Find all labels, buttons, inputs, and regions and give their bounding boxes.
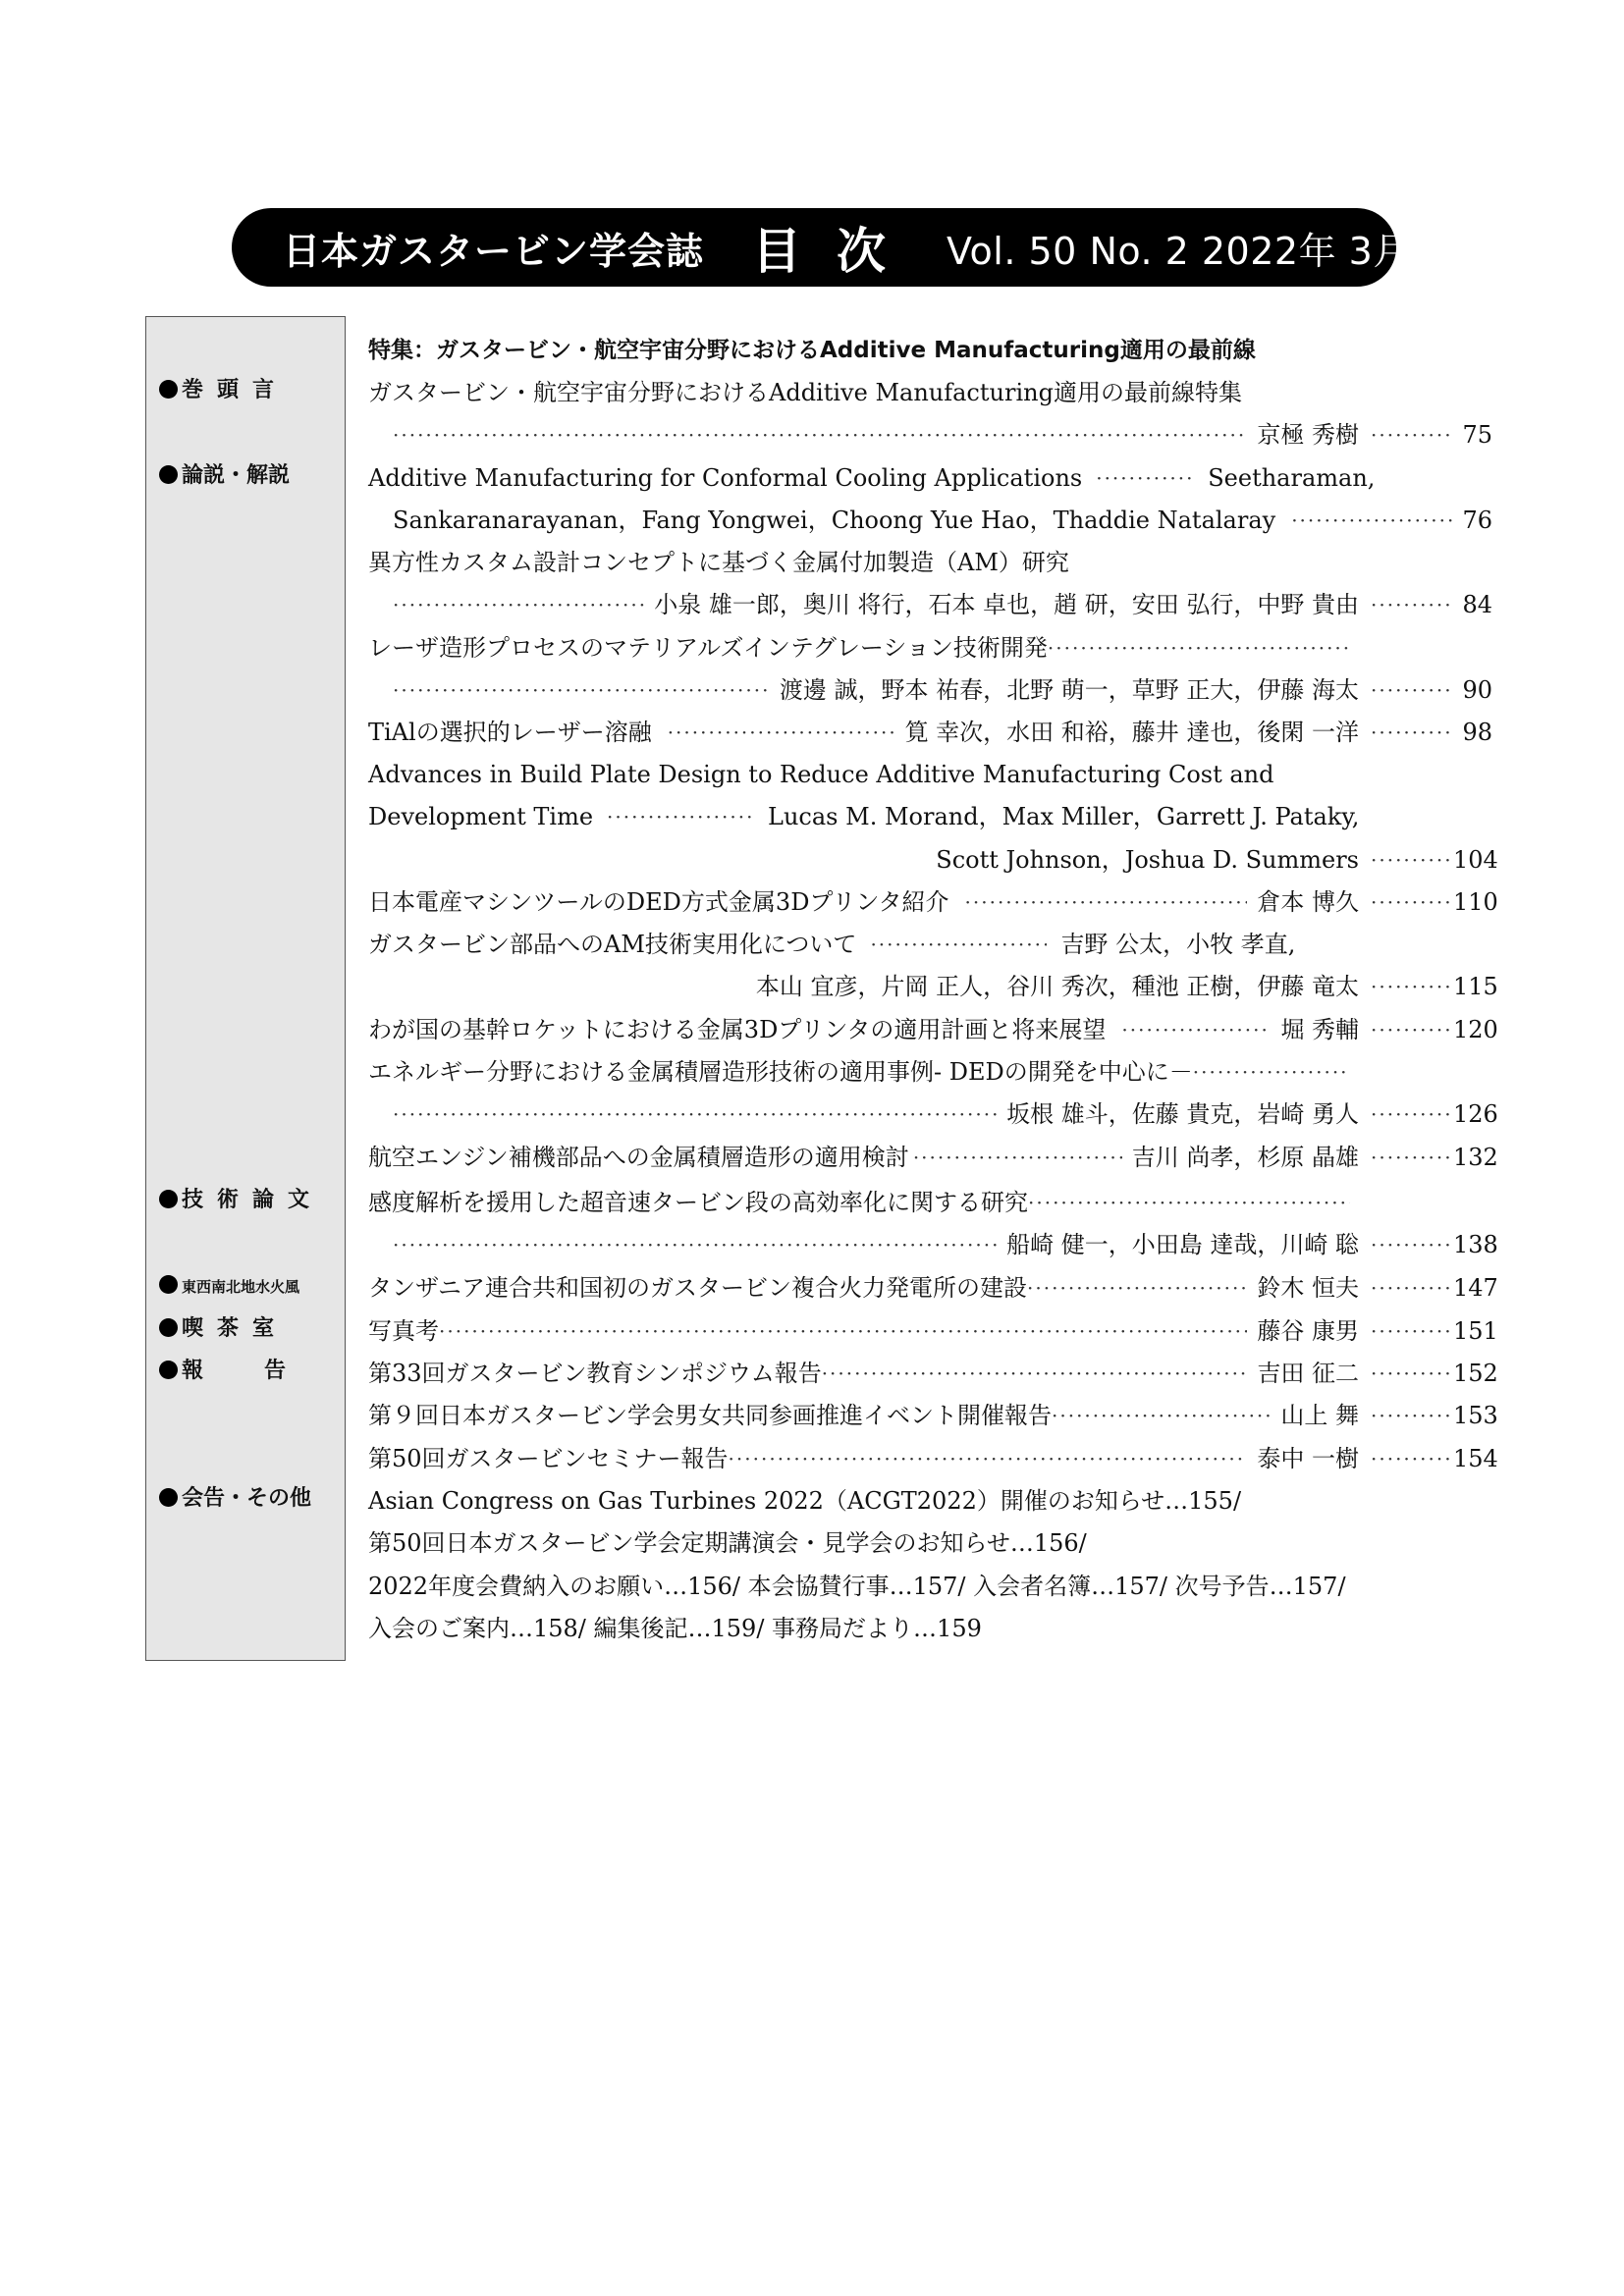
journal-name: 日本ガスタービン学会誌 — [283, 229, 705, 273]
entry-authors: 本山 宜彦，片岡 正人，谷川 秀次，種池 正樹，伊藤 竜太 — [755, 973, 1359, 1000]
entry-authors: 京極 秀樹 — [1257, 421, 1359, 449]
entry-title: 写真考 — [368, 1317, 439, 1345]
leader-dots — [729, 1437, 1248, 1480]
entry-authors: Scott Johnson，Joshua D. Summers — [936, 846, 1359, 874]
entry-title: Development Time — [368, 803, 594, 830]
category-notice: 会告・その他 — [159, 1479, 311, 1519]
leader-dots — [1371, 1223, 1449, 1266]
entry-line — [368, 795, 1492, 838]
entry-line — [393, 668, 1492, 712]
entry-page: 104 — [1453, 846, 1498, 874]
entry-line — [393, 583, 1492, 626]
leader-dots — [1048, 626, 1350, 669]
notice-line: 2022年度会費納入のお願い…156/ 本会協賛行事…157/ 入会者名簿…157/ 次号予告…157/ — [368, 1573, 1346, 1600]
entry-title: Advances in Build Plate Design to Reduce Additive Manufacturing Cost and — [368, 761, 1274, 788]
bullet-icon — [159, 1488, 178, 1507]
entry-line — [368, 965, 1498, 1008]
bullet-icon — [159, 1361, 178, 1379]
entry-title: Additive Manufacturing for Conformal Cooling Applications — [368, 464, 1083, 492]
entry-title: TiAlの選択的レーザー溶融 — [368, 719, 652, 746]
entry-title: エネルギー分野における金属積層造形技術の適用事例- DEDの開発を中心に－ — [368, 1058, 1193, 1086]
entry-title: 感度解析を援用した超音速タービン段の高効率化に関する研究 — [368, 1189, 1028, 1216]
category-technical-paper: 技術論文 — [159, 1181, 323, 1220]
leader-dots — [870, 923, 1047, 966]
category-column — [145, 316, 346, 1661]
leader-dots — [1096, 456, 1194, 500]
notice-line: 入会のご案内…158/ 編集後記…159/ 事務局だより…159 — [368, 1615, 982, 1642]
leader-dots — [393, 668, 770, 712]
contents-heading: 目次 — [752, 223, 921, 280]
entry-title: 異方性カスタム設計コンセプトに基づく金属付加製造（AM）研究 — [368, 549, 1069, 576]
title-banner — [232, 208, 1411, 287]
leader-dots — [1371, 965, 1449, 1008]
entry-line — [393, 413, 1492, 456]
entry-authors: 吉野 公太，小牧 孝直, — [1060, 931, 1296, 958]
entry-page: 132 — [1453, 1144, 1498, 1171]
entry-title: ガスタービン・航空宇宙分野におけるAdditive Manufacturing適用の最前線特集 — [368, 379, 1242, 406]
leader-dots — [1052, 1394, 1271, 1437]
entry-page: 98 — [1462, 719, 1492, 746]
entry-line — [368, 626, 1350, 669]
entry-page: 138 — [1453, 1231, 1498, 1258]
entry-line — [368, 711, 1492, 754]
entry-page: 153 — [1453, 1402, 1498, 1429]
entry-authors: 渡邊 誠，野本 祐春，北野 萌一，草野 正大，伊藤 海太 — [779, 676, 1359, 704]
entry-authors: 山上 舞 — [1280, 1402, 1359, 1429]
bullet-icon — [159, 1318, 178, 1337]
entry-line — [393, 499, 1492, 542]
entry-authors: 小泉 雄一郎，奥川 将行，石本 卓也，趙 研，安田 弘行，中野 貴由 — [654, 591, 1359, 618]
leader-dots — [393, 1223, 997, 1266]
leader-dots — [1291, 499, 1453, 542]
category-report: 報告 — [159, 1352, 347, 1391]
entry-title: レーザ造形プロセスのマテリアルズインテグレーション技術開発 — [368, 634, 1048, 662]
entry-title: ガスタービン部品へのAM技術実用化について — [368, 931, 857, 958]
entry-authors: 鈴木 恒夫 — [1257, 1274, 1359, 1302]
entry-authors: Sankaranarayanan，Fang Yongwei，Choong Yue Hao，Thaddie Natalaray — [393, 507, 1276, 534]
leader-dots — [1371, 1136, 1449, 1179]
entry-page: 151 — [1453, 1317, 1498, 1345]
entry-authors: Seetharaman, — [1208, 464, 1376, 492]
leader-dots — [393, 1093, 997, 1136]
feature-title: 特集：ガスタービン・航空宇宙分野におけるAdditive Manufacturing適用の最前線 — [368, 338, 1256, 363]
category-foreword: 巻頭言 — [159, 371, 288, 410]
leader-dots — [1193, 1050, 1350, 1094]
entry-line — [368, 1181, 1350, 1224]
category-cafe: 喫茶室 — [159, 1309, 288, 1349]
leader-dots — [1371, 1093, 1449, 1136]
entry-line — [368, 456, 1492, 500]
category-column-tozai: 東西南北地水火風 — [159, 1266, 299, 1306]
entry-page: 147 — [1453, 1274, 1498, 1302]
notice-line: 第50回日本ガスタービン学会定期講演会・見学会のお知らせ…156/ — [368, 1529, 1087, 1557]
entry-title: 航空エンジン補機部品への金属積層造形の適用検討 — [368, 1144, 909, 1171]
leader-dots — [1371, 668, 1449, 712]
entry-line — [368, 881, 1498, 924]
entry-authors: 倉本 博久 — [1257, 888, 1359, 916]
entry-page: 126 — [1453, 1100, 1498, 1128]
leader-dots — [1371, 1008, 1449, 1051]
entry-line — [368, 838, 1498, 881]
entry-page: 84 — [1462, 591, 1492, 618]
leader-dots — [1028, 1181, 1350, 1224]
entry-title: 第50回ガスタービンセミナー報告 — [368, 1445, 729, 1472]
leader-dots — [607, 795, 754, 838]
entry-page: 75 — [1462, 421, 1492, 449]
leader-dots — [1371, 1309, 1449, 1353]
notice-line: Asian Congress on Gas Turbines 2022（ACGT2022）開催のお知らせ…155/ — [368, 1487, 1242, 1515]
entry-line — [393, 1093, 1498, 1136]
bullet-icon — [159, 380, 178, 399]
entry-authors: Lucas M. Morand，Max Miller，Garrett J. Pataky, — [768, 803, 1360, 830]
entry-title: 第９回日本ガスタービン学会男女共同参画推進イベント開催報告 — [368, 1402, 1052, 1429]
leader-dots — [1371, 711, 1449, 754]
leader-dots — [1121, 1008, 1271, 1051]
leader-dots — [965, 881, 1248, 924]
entry-page: 110 — [1453, 888, 1498, 916]
entry-authors: 船崎 健一，小田島 達哉，川崎 聡 — [1006, 1231, 1359, 1258]
entry-line — [368, 1136, 1498, 1179]
entry-title: 第33回ガスタービン教育シンポジウム報告 — [368, 1360, 822, 1387]
leader-dots — [1371, 1437, 1449, 1480]
entry-authors: 藤谷 康男 — [1257, 1317, 1359, 1345]
entry-page: 76 — [1462, 507, 1492, 534]
entry-title: 日本電産マシンツールのDED方式金属3Dプリンタ紹介 — [368, 888, 949, 916]
entry-authors: 泰中 一樹 — [1257, 1445, 1359, 1472]
entry-authors: 吉田 征二 — [1257, 1360, 1359, 1387]
entry-line — [393, 1223, 1498, 1266]
bullet-icon — [159, 1275, 178, 1294]
entry-title: タンザニア連合共和国初のガスタービン複合火力発電所の建設 — [368, 1274, 1028, 1302]
entry-line — [368, 1008, 1498, 1051]
entry-line — [368, 1394, 1498, 1437]
leader-dots — [913, 1136, 1122, 1179]
leader-dots — [1371, 881, 1449, 924]
entry-line — [368, 1437, 1498, 1480]
bullet-icon — [159, 465, 178, 484]
leader-dots — [1371, 1352, 1449, 1395]
entry-line — [368, 1266, 1498, 1309]
entry-authors: 坂根 雄斗，佐藤 貴克，岩崎 勇人 — [1006, 1100, 1359, 1128]
entry-line — [368, 1309, 1498, 1353]
entry-page: 115 — [1453, 973, 1498, 1000]
volume-info: Vol. 50 No. 2 2022年 3月 — [947, 229, 1411, 273]
entry-line — [368, 1050, 1350, 1094]
leader-dots — [393, 583, 644, 626]
leader-dots — [1371, 583, 1449, 626]
leader-dots — [439, 1309, 1247, 1353]
leader-dots — [1371, 413, 1449, 456]
entry-line — [368, 923, 1492, 966]
bullet-icon — [159, 1190, 178, 1208]
leader-dots — [822, 1352, 1248, 1395]
leader-dots — [1371, 838, 1449, 881]
leader-dots — [1027, 1266, 1247, 1309]
entry-page: 154 — [1453, 1445, 1498, 1472]
entry-page: 152 — [1453, 1360, 1498, 1387]
leader-dots — [1371, 1394, 1449, 1437]
entry-page: 120 — [1453, 1016, 1498, 1043]
leader-dots — [393, 413, 1247, 456]
entry-line — [368, 1352, 1498, 1395]
entry-title: わが国の基幹ロケットにおける金属3Dプリンタの適用計画と将来展望 — [368, 1016, 1107, 1043]
leader-dots — [668, 711, 895, 754]
entry-authors: 堀 秀輔 — [1280, 1016, 1359, 1043]
entry-page: 90 — [1462, 676, 1492, 704]
entry-authors: 吉川 尚孝，杉原 晶雄 — [1131, 1144, 1359, 1171]
leader-dots — [1371, 1266, 1449, 1309]
category-review: 論説・解説 — [159, 456, 290, 496]
entry-authors: 筧 幸次，水田 和裕，藤井 達也，後閑 一洋 — [904, 719, 1359, 746]
